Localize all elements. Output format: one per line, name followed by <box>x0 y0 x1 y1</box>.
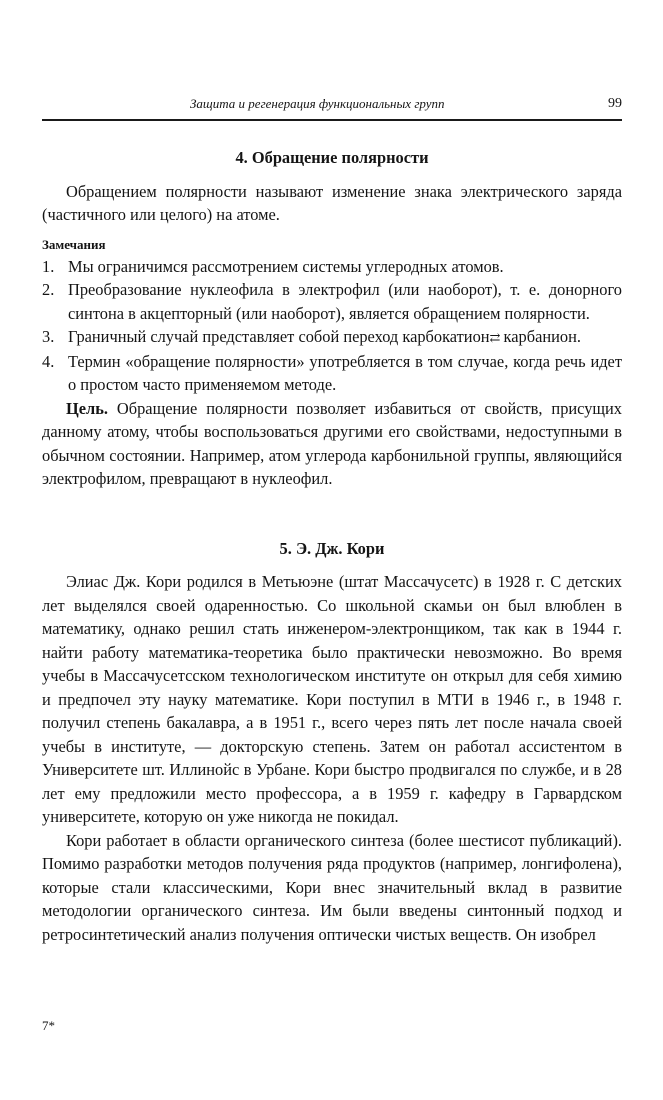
section-4-title: 4. Обращение полярности <box>235 148 429 167</box>
polarity-definition: Обращением полярности называют изменение знака электрического заряда (частичного или целого) на атоме. <box>42 181 622 224</box>
goal-text: Обращение полярности позволяет избавиться от свойств, присущих данному атому, чтобы воспользоваться другими его свойствами, недоступными в обычном состоянии. Например, атом углерода карбонильной группы, являющийся электрофилом, превращают в нуклеофил. <box>42 398 622 488</box>
remark-item <box>42 325 622 350</box>
page-number: 99 <box>608 96 622 111</box>
remark-text: Термин «обращение полярности» употребляется в том случае, когда речь идет о простом часто применяемом методе. <box>68 351 622 394</box>
remarks-list <box>42 255 622 397</box>
remark-number: 2. <box>42 280 55 299</box>
equilibrium-arrows-icon: ⇄ <box>489 330 500 345</box>
section-5-title: 5. Э. Дж. Кори <box>279 538 385 558</box>
remarks-label: Замечания <box>42 236 106 252</box>
goal-paragraph <box>42 397 622 491</box>
remark-item <box>42 278 622 325</box>
header-rule <box>42 119 622 121</box>
goal-label: Цель. <box>66 398 108 418</box>
remark-number: 4. <box>42 351 55 371</box>
remark-number: 3. <box>42 327 55 346</box>
remark-text: Мы ограничимся рассмотрением системы углеродных атомов. <box>68 256 504 276</box>
remark-item <box>42 350 622 397</box>
running-title: Защита и регенерация функциональных групп <box>190 96 445 111</box>
signature-mark: 7* <box>42 1018 55 1033</box>
remark-item <box>42 255 622 279</box>
remark-number: 1. <box>42 256 55 276</box>
remark-text: Преобразование нуклеофила в электрофил (или наоборот), т. е. донорного синтона в акцепторный (или наоборот), является обращением полярности. <box>68 280 622 323</box>
running-head <box>42 96 622 116</box>
remark-text: Граничный случай представляет собой переход карбокатион <box>68 327 490 346</box>
biography-paragraph-2: Кори работает в области органического синтеза (более шестисот публикаций). Помимо разработки методов получения ряда продуктов (например, лонгифолена), которые стали классическими, Кори внес значительный вклад в развитие методологии органического синтеза. Им были введены синтонный подход и ретросинтетический анализ получения оптически чистых веществ. Он изобрел <box>42 830 622 944</box>
page-body <box>42 146 622 946</box>
remark-text-end: карбанион. <box>499 327 581 346</box>
biography-paragraph-1: Элиас Дж. Кори родился в Метьюэне (штат Массачусетс) в 1928 г. С детских лет выделялся своей одаренностью. Со школьной скамьи он был влюблен в математику, однако решил стать инженером-электронщиком, так как в 1944 г. найти работу математика-теоретика было практически невозможно. Во время учебы в Массачусетсском технологическом институте он открыл для себя химию и предпочел эту науку математике. Кори поступил в МТИ в 1946 г., в 1948 г. получил степень бакалавра, а в 1951 г., всего через пять лет после начала своей учебы в институте, — докторскую степень. Затем он работал ассистентом в Университете шт. Иллинойс в Урбане. Кори быстро продвигался по службе, и в 28 лет ему предложили место профессора, а в 1959 г. кафедру в Гарвардском университете, которую он уже никогда не покидал. <box>42 572 622 826</box>
